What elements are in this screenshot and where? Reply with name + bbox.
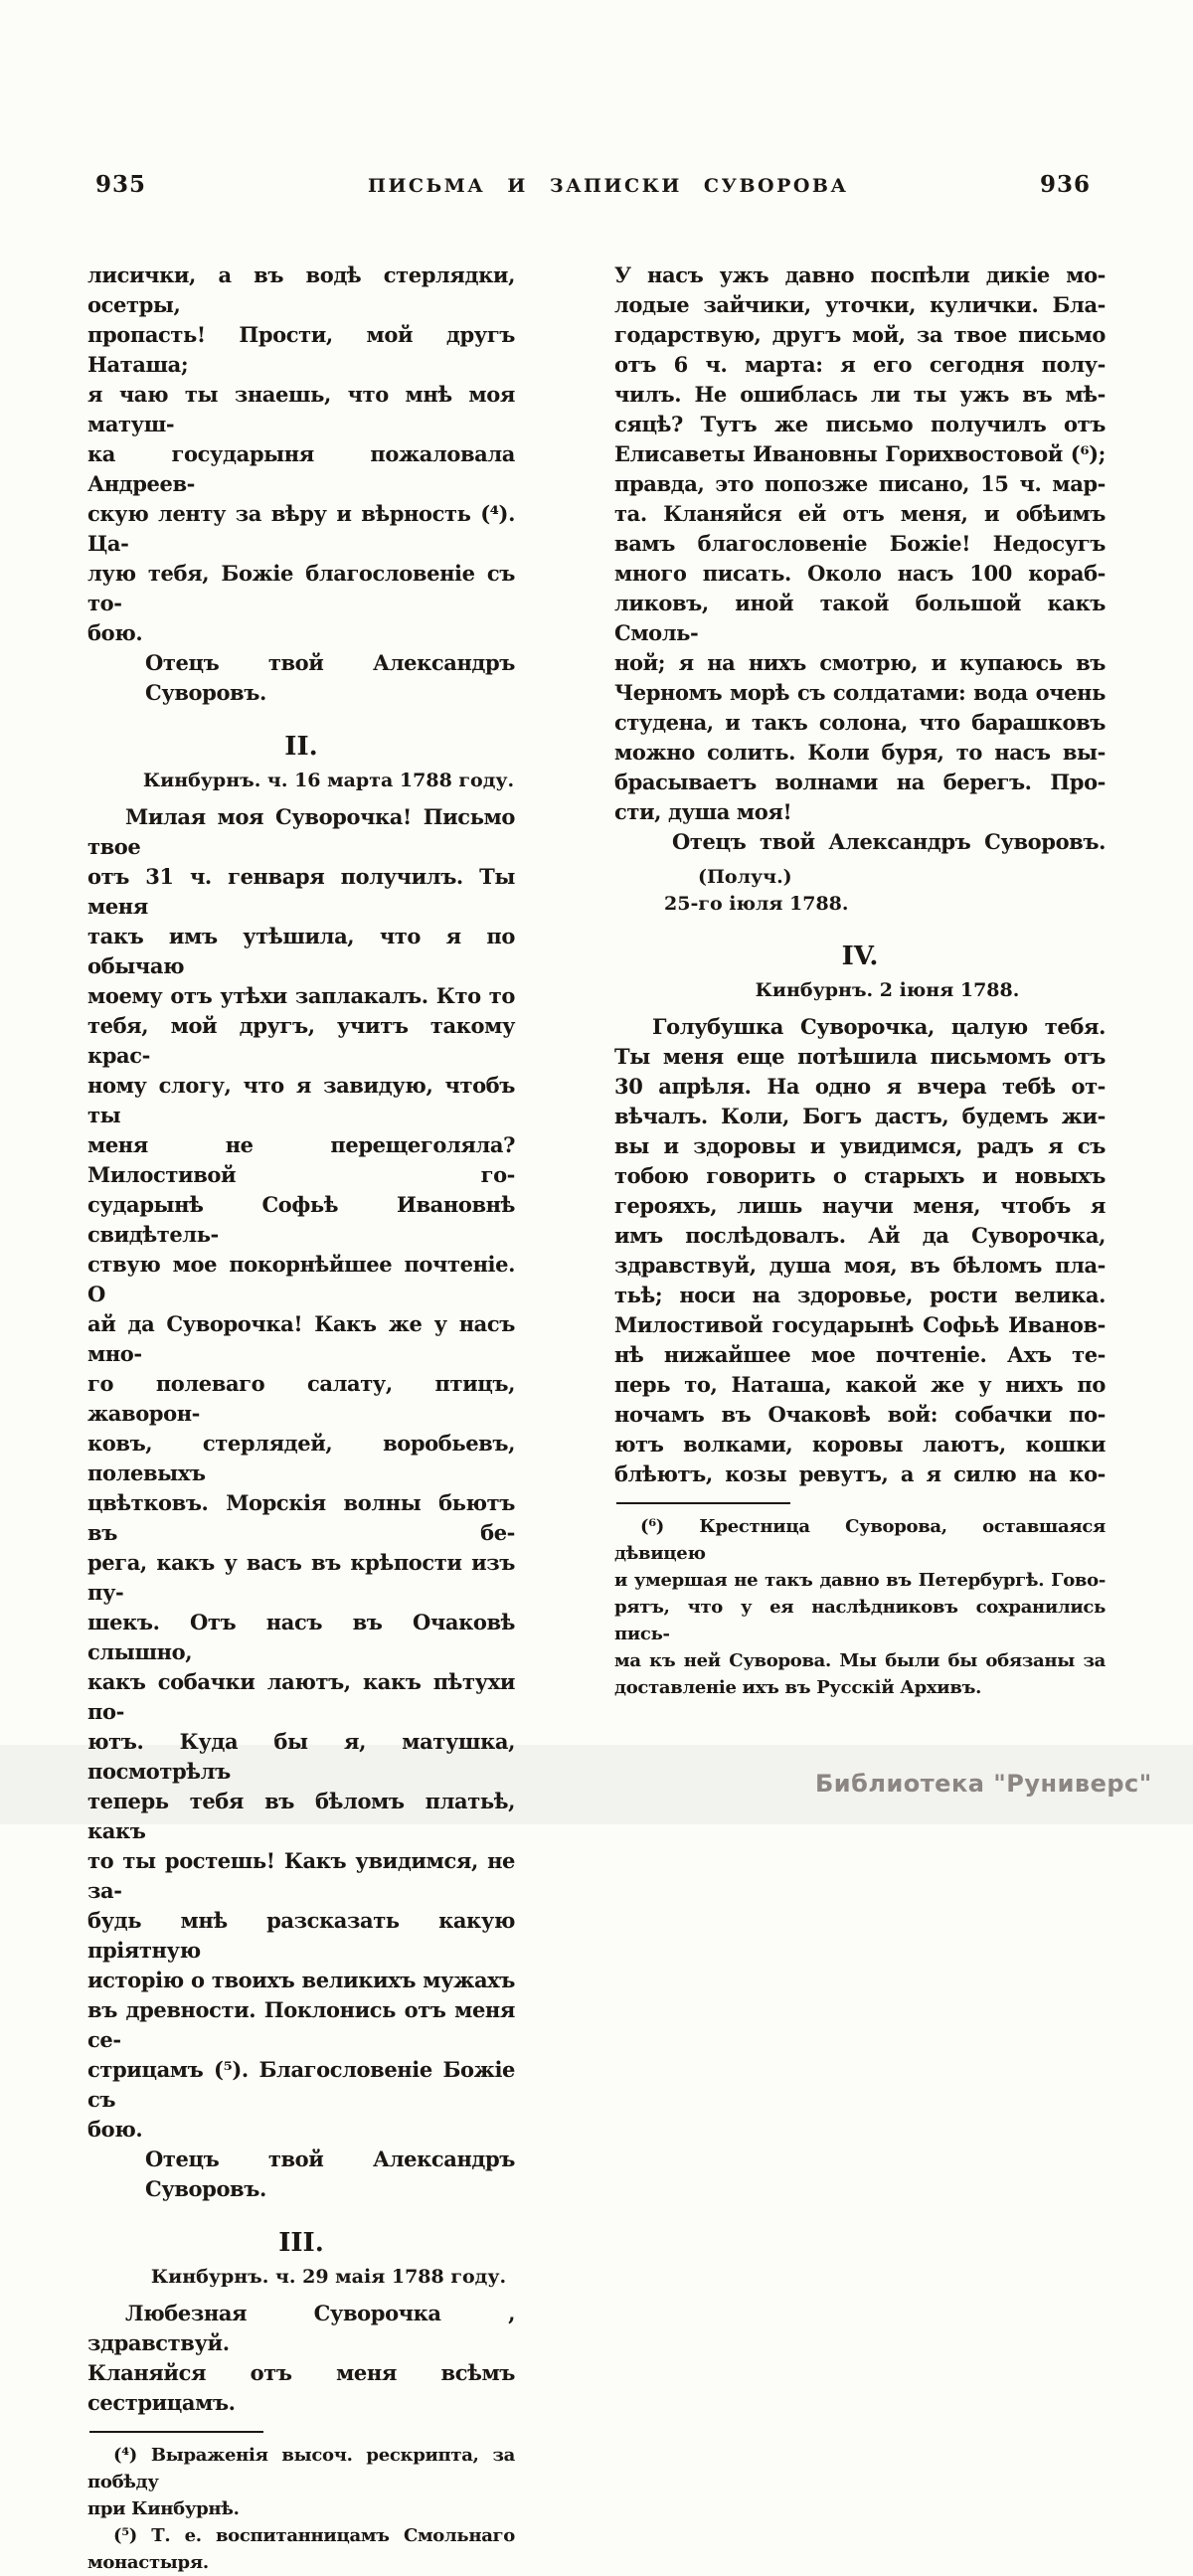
text-line: Милостивой государынѣ Софьѣ Иванов- (614, 1312, 1106, 1337)
dateline: Кинбурнъ. 2 іюня 1788. (755, 979, 1020, 1001)
text-line: герояхъ, лишь научи меня, чтобъ я (614, 1193, 1106, 1218)
text-line: Черномъ морѣ съ солдатами: вода очень (614, 680, 1106, 705)
text-line: студена, и такъ солона, что барашковъ (614, 710, 1106, 735)
footnote-separator (616, 1502, 790, 1504)
page-number-right: 936 (1040, 171, 1092, 198)
text-line: теперь тебя въ бѣломъ платьѣ, какъ (87, 1789, 515, 1843)
text-line: блѣютъ, козы ревутъ, а я силю на ко- (614, 1461, 1106, 1486)
signature-line: Отецъ твой Александръ Суворовъ. (145, 650, 515, 705)
footnote (87, 2522, 515, 2576)
text-line: исторію о твоихъ великихъ мужахъ (87, 1968, 515, 1992)
text-line: рятъ, что у ея наслѣдниковъ сохранились пись- (614, 1597, 1106, 1644)
text-line: нѣ нижайшее мое почтеніе. Ахъ те- (614, 1342, 1106, 1367)
text-line: отъ 6 ч. марта: я его сегодня полу- (614, 352, 1106, 377)
text-line: ночамъ въ Очаковѣ вой: собачки по- (614, 1402, 1106, 1427)
text-line: въ древности. Поклонись отъ меня се- (87, 1997, 515, 2052)
text-line: Милая моя Суворочка! Письмо твое (87, 804, 515, 859)
text-line: ликовъ, иной такой большой какъ Смоль- (614, 591, 1106, 645)
text-line: тьѣ; носи на здоровье, рости велика. (614, 1283, 1106, 1307)
paragraph (87, 260, 515, 648)
text-line: годарствую, другъ мой, за твое письмо (614, 322, 1106, 347)
text-line: отъ 31 ч. генваря получилъ. Ты меня (87, 864, 515, 919)
text-line: чилъ. Не ошиблась ли ты ужъ въ мѣ- (614, 382, 1106, 407)
text-line: го полеваго салату, птицъ, жаворон- (87, 1371, 515, 1426)
letter-number-heading: IV. (841, 942, 879, 971)
signature-line: Отецъ твой Александръ Суворовъ. (145, 2147, 515, 2201)
text-line: меня не перещеголяла? Милостивой го- (87, 1132, 515, 1187)
library-watermark: Библиотека "Руниверс" (815, 1770, 1152, 1798)
text-line: цвѣтковъ. Морскія волны бьютъ въ бе- (87, 1490, 515, 1545)
text-line: то ты ростешь! Какъ увидимся, не за- (87, 1848, 515, 1903)
text-line: вамъ благословеніе Божіе! Недосугъ (614, 531, 1106, 556)
text-line: Голубушка Суворочка, цалую тебя. (652, 1014, 1106, 1039)
text-line: лую тебя, Божіе благословеніе съ то- (87, 561, 515, 615)
footnote (87, 2442, 515, 2522)
signature-line: Отецъ твой Александръ Суворовъ. (672, 829, 1106, 854)
text-column-left (87, 260, 515, 2576)
text-line: имъ послѣдовалъ. Ай да Суворочка, (614, 1223, 1106, 1248)
text-line: (⁵) Т. е. воспитанницамъ Смольнаго монастыря. (87, 2525, 515, 2573)
footnote-separator (89, 2431, 263, 2433)
text-line: Любезная Суворочка , здравствуй. (87, 2301, 515, 2355)
paragraph (87, 802, 515, 2145)
letter-number-heading: III. (278, 2228, 324, 2258)
text-line: тебя, мой другъ, учитъ такому крас- (87, 1013, 515, 1068)
text-line: правда, это попозже писано, 15 ч. мар- (614, 471, 1106, 496)
text-line: (⁴) Выраженія высоч. рескрипта, за побѣду (87, 2445, 515, 2492)
text-line: бою. (87, 620, 143, 645)
text-line: рега, какъ у васъ въ крѣпости изъ пу- (87, 1550, 515, 1605)
text-line: ствую мое покорнѣйшее почтеніе. О (87, 1252, 515, 1306)
text-line: брасываетъ волнами на берегъ. Про- (614, 770, 1106, 794)
text-line: та. Кланяйся ей отъ меня, и обѣимъ (614, 501, 1106, 526)
text-line: Елисаветы Ивановны Горихвостовой (⁶); (614, 441, 1106, 466)
text-line: пропасть! Прости, мой другъ Наташа; (87, 322, 515, 377)
text-line: сяцѣ? Тутъ же письмо получилъ отъ (614, 412, 1106, 436)
text-line: много писать. Около насъ 100 кораб- (614, 561, 1106, 586)
text-line: и умершая не такъ давно въ Петербургѣ. Гово- (614, 1570, 1106, 1591)
received-line: (Получ.) (698, 866, 792, 888)
received-line: 25-го іюля 1788. (664, 893, 849, 915)
paragraph (614, 1012, 1106, 1489)
text-line: сударынѣ Софьѣ Ивановнѣ свидѣтель- (87, 1192, 515, 1247)
dateline: Кинбурнъ. ч. 29 маія 1788 году. (150, 2266, 507, 2288)
text-line: перь то, Наташа, какой же у нихъ по (614, 1372, 1106, 1397)
text-line: ной; я на нихъ смотрю, и купаюсь въ (614, 650, 1106, 675)
text-line: при Кинбурнѣ. (87, 2498, 240, 2519)
text-column-right (614, 260, 1106, 1701)
text-line: Ты меня еще потѣшила письмомъ отъ (614, 1044, 1106, 1069)
footnote (614, 1513, 1106, 1701)
letter-number-heading: II. (284, 732, 318, 762)
running-head-title: ПИСЬМА И ЗАПИСКИ СУВОРОВА (368, 175, 849, 197)
text-line: такъ имъ утѣшила, что я по обычаю (87, 924, 515, 978)
text-line: тобою говорить о старыхъ и новыхъ (614, 1163, 1106, 1188)
text-line: доставленіе ихъ въ Русскій Архивъ. (614, 1677, 982, 1698)
paragraph (614, 260, 1106, 827)
paragraph (87, 2299, 515, 2418)
text-line: вы и здоровы и увидимся, радъ я съ (614, 1133, 1106, 1158)
text-line: ютъ. Куда бы я, матушка, посмотрѣлъ (87, 1729, 515, 1784)
text-line: ай да Суворочка! Какъ же у насъ мно- (87, 1311, 515, 1366)
text-line: лисички, а въ водѣ стерлядки, осетры, (87, 262, 515, 317)
text-line: ма къ ней Суворова. Мы были бы обязаны за (614, 1650, 1106, 1671)
text-line: 30 апрѣля. На одно я вчера тебѣ от- (614, 1074, 1106, 1099)
text-line: ютъ волками, коровы лаютъ, кошки (614, 1432, 1106, 1457)
text-line: моему отъ утѣхи заплакалъ. Кто то (87, 983, 515, 1008)
dateline: Кинбурнъ. ч. 16 марта 1788 году. (142, 770, 515, 791)
text-line: У насъ ужъ давно поспѣли дикіе мо- (614, 262, 1106, 287)
text-line: вѣчалъ. Коли, Богъ дастъ, будемъ жи- (614, 1104, 1106, 1128)
text-line: (⁶) Крестница Суворова, оставшаяся дѣвицею (614, 1516, 1106, 1564)
text-line: я чаю ты знаешь, что мнѣ моя матуш- (87, 382, 515, 436)
received-note (614, 864, 1106, 918)
page-number-left: 935 (95, 171, 147, 198)
text-line: какъ собачки лаютъ, какъ пѣтухи по- (87, 1669, 515, 1724)
text-line: бою. (87, 2117, 143, 2142)
text-line: здравствуй, душа моя, въ бѣломъ пла- (614, 1253, 1106, 1278)
text-line: сти, душа моя! (614, 799, 792, 824)
text-line: ковъ, стерлядей, воробьевъ, полевыхъ (87, 1431, 515, 1485)
text-line: скую ленту за вѣру и вѣрность (⁴). Ца- (87, 501, 515, 556)
text-line: шекъ. Отъ насъ въ Очаковѣ слышно, (87, 1610, 515, 1664)
text-line: ному слогу, что я завидую, чтобъ ты (87, 1073, 515, 1127)
text-line: лодые зайчики, уточки, кулички. Бла- (614, 292, 1106, 317)
text-line: ка государыня пожаловала Андреев- (87, 441, 515, 496)
text-line: можно солить. Коли буря, то насъ вы- (614, 740, 1106, 765)
text-line: будь мнѣ разсказать какую пріятную (87, 1908, 515, 1963)
text-line: Кланяйся отъ меня всѣмъ сестрицамъ. (87, 2360, 515, 2415)
text-line: стрицамъ (⁵). Благословеніе Божіе съ (87, 2057, 515, 2112)
